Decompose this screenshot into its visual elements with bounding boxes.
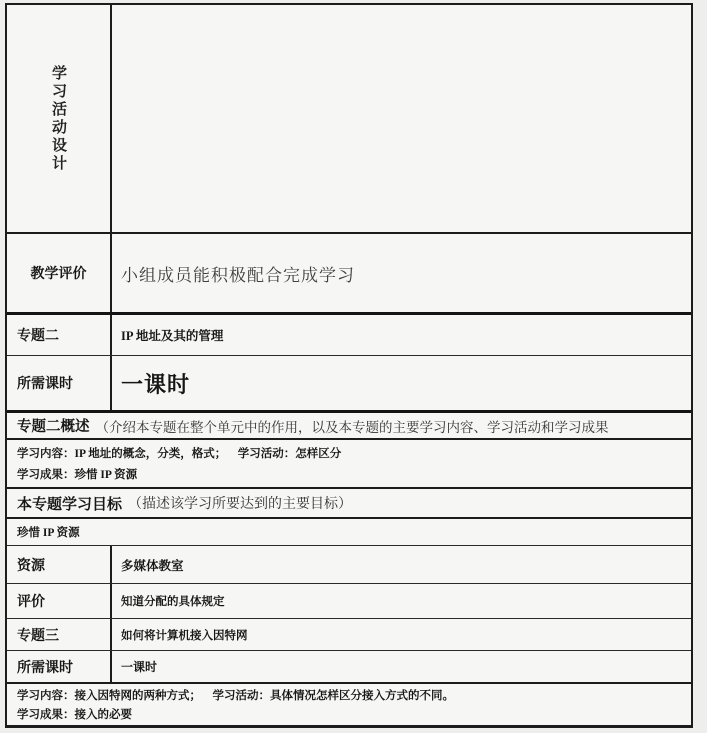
topic-two-overview-note: （介绍本专题在整个单元中的作用，以及本专题的主要学习内容、学习活动和学习成果 xyxy=(95,419,609,435)
topic-three-learning-content: 学习内容：接入因特网的两种方式； 学习活动：具体情况怎样区分接入方式的不同。 xyxy=(17,690,454,702)
row-class-hours-2 xyxy=(7,650,691,682)
evaluation-label-cell xyxy=(7,584,112,618)
teaching-evaluation-content-cell xyxy=(112,234,691,312)
topic-two-learning-outcome: 学习成果：珍惜 IP 资源 xyxy=(17,469,138,481)
row-learning-goals-header xyxy=(7,487,691,517)
class-hours-2-content-cell xyxy=(112,651,691,682)
row-evaluation xyxy=(7,583,691,618)
row-topic-three xyxy=(7,618,691,650)
evaluation-content-cell xyxy=(112,584,691,618)
lesson-plan-table xyxy=(5,3,693,728)
resources-label-cell xyxy=(7,546,112,583)
topic-three-label-cell xyxy=(7,619,112,650)
activity-design-content-cell xyxy=(112,5,691,232)
row-topic-two-details xyxy=(7,438,691,487)
class-hours-1-value: 一课时 xyxy=(121,371,191,397)
class-hours-2-label: 所需课时 xyxy=(17,660,73,676)
topic-two-overview-title: 专题二概述 xyxy=(17,419,90,435)
topic-two-learning-content: 学习内容：IP 地址的概念，分类，格式； 学习活动：怎样区分 xyxy=(17,448,342,460)
learning-goals-note: （描述该学习所要达到的主要目标） xyxy=(128,497,353,512)
topic-two-overview-cell xyxy=(7,413,691,438)
resources-value: 多媒体教室 xyxy=(121,558,184,573)
learning-goals-header-cell xyxy=(7,489,691,517)
row-teaching-evaluation xyxy=(7,232,691,312)
topic-three-label: 专题三 xyxy=(17,628,59,644)
class-hours-1-label: 所需课时 xyxy=(17,377,73,392)
learning-goal-text: 珍惜 IP 资源 xyxy=(17,527,80,539)
learning-goal-value-cell xyxy=(7,519,691,545)
row-resources xyxy=(7,545,691,583)
class-hours-1-label-cell xyxy=(7,356,112,410)
topic-two-label-cell xyxy=(7,315,112,355)
row-topic-two-overview xyxy=(7,410,691,438)
class-hours-1-content-cell xyxy=(112,356,691,410)
class-hours-2-label-cell xyxy=(7,651,112,682)
evaluation-label: 评价 xyxy=(17,595,45,610)
topic-three-title: 如何将计算机接入因特网 xyxy=(121,629,248,642)
teaching-evaluation-label-cell xyxy=(7,234,112,312)
topic-three-content-cell xyxy=(112,619,691,650)
evaluation-value: 知道分配的具体规定 xyxy=(121,596,225,608)
resources-label: 资源 xyxy=(17,558,45,574)
row-learning-goal-value xyxy=(7,517,691,545)
teaching-evaluation-label: 教学评价 xyxy=(30,267,87,282)
row-activity-design xyxy=(7,5,691,232)
topic-two-label: 专题二 xyxy=(17,329,59,344)
topic-two-details-cell xyxy=(7,440,691,487)
topic-two-title: IP 地址及其的管理 xyxy=(121,329,224,343)
activity-design-vertical-label: 学习活动设计 xyxy=(50,64,66,173)
activity-design-label-cell xyxy=(7,5,112,232)
teaching-evaluation-text: 小组成员能积极配合完成学习 xyxy=(121,265,355,285)
topic-three-learning-outcome: 学习成果：接入的必要 xyxy=(17,709,132,721)
learning-goals-title: 本专题学习目标 xyxy=(17,496,123,513)
row-class-hours-1 xyxy=(7,355,691,410)
row-topic-two xyxy=(7,312,691,355)
row-topic-three-details xyxy=(7,682,691,725)
topic-two-content-cell xyxy=(112,315,691,355)
resources-content-cell xyxy=(112,546,691,583)
topic-three-details-cell xyxy=(7,684,691,725)
class-hours-2-value: 一课时 xyxy=(121,660,158,674)
